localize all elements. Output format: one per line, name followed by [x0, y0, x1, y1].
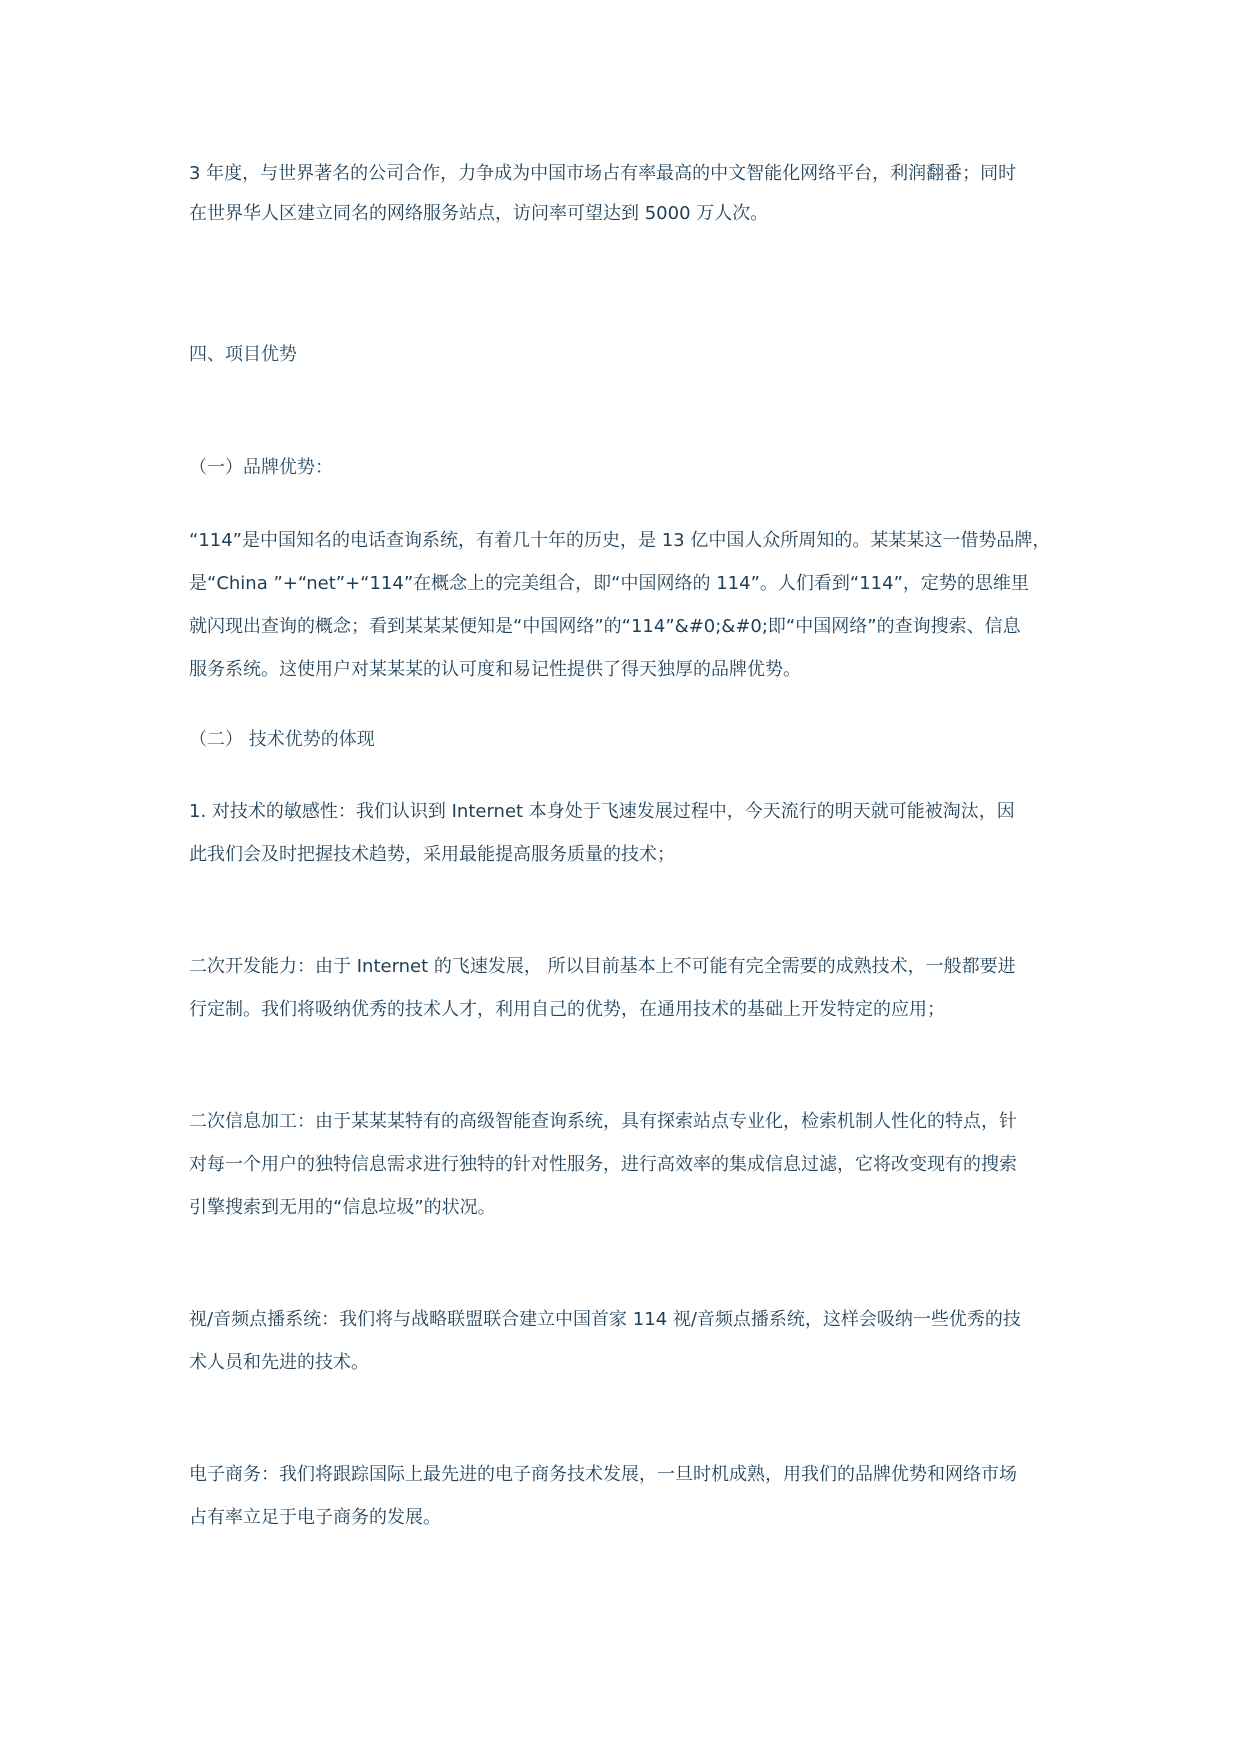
tech-p3-line-3: 引擎搜索到无用的“信息垃圾”的状况。: [189, 1197, 496, 1218]
tech-p1-line-2: 此我们会及时把握技术趋势，采用最能提高服务质量的技术；: [189, 844, 675, 865]
tech-p2-line-2: 行定制。我们将吸纳优秀的技术人才，利用自己的优势，在通用技术的基础上开发特定的应用；: [189, 999, 945, 1020]
intro-line-1: 3 年度，与世界著名的公司合作，力争成为中国市场占有率最高的中文智能化网络平台，利润翻番；同时: [189, 163, 1017, 184]
brand-line-1: “114”是中国知名的电话查询系统，有着几十年的历史，是 13 亿中国人众所周知的。某某某这一借势品牌，: [189, 530, 1051, 551]
brand-line-2: 是“China ”+“net”+“114”在概念上的完美组合，即“中国网络的 114”。人们看到“114”，定势的思维里: [189, 573, 1029, 594]
tech-p4-line-1: 视/音频点播系统：我们将与战略联盟联合建立中国首家 114 视/音频点播系统，这样会吸纳一些优秀的技: [189, 1309, 1021, 1330]
tech-p3-line-1: 二次信息加工：由于某某某特有的高级智能查询系统，具有探索站点专业化，检索机制人性化的特点，针: [189, 1111, 1017, 1132]
section-title: 四、项目优势: [189, 344, 297, 365]
tech-p1-line-1: 1. 对技术的敏感性：我们认识到 Internet 本身处于飞速发展过程中，今天流行的明天就可能被淘汰，因: [189, 801, 1015, 822]
brand-heading: （一）品牌优势：: [189, 457, 333, 478]
brand-line-3: 就闪现出查询的概念；看到某某某便知是“中国网络”的“114”&#0;&#0;即“中国网络”的查询搜索、信息: [189, 616, 1021, 637]
intro-line-2: 在世界华人区建立同名的网络服务站点，访问率可望达到 5000 万人次。: [189, 203, 769, 224]
tech-p2-line-1: 二次开发能力：由于 Internet 的飞速发展， 所以目前基本上不可能有完全需要的成熟技术，一般都要进: [189, 956, 1016, 977]
brand-line-4: 服务系统。这使用户对某某某的认可度和易记性提供了得天独厚的品牌优势。: [189, 659, 801, 680]
tech-heading: （二） 技术优势的体现: [189, 729, 375, 750]
tech-p4-line-2: 术人员和先进的技术。: [189, 1352, 369, 1373]
tech-p3-line-2: 对每一个用户的独特信息需求进行独特的针对性服务，进行高效率的集成信息过滤，它将改变现有的搜索: [189, 1154, 1017, 1175]
tech-p5-line-1: 电子商务：我们将跟踪国际上最先进的电子商务技术发展，一旦时机成熟，用我们的品牌优势和网络市场: [189, 1464, 1017, 1485]
tech-p5-line-2: 占有率立足于电子商务的发展。: [189, 1507, 441, 1528]
